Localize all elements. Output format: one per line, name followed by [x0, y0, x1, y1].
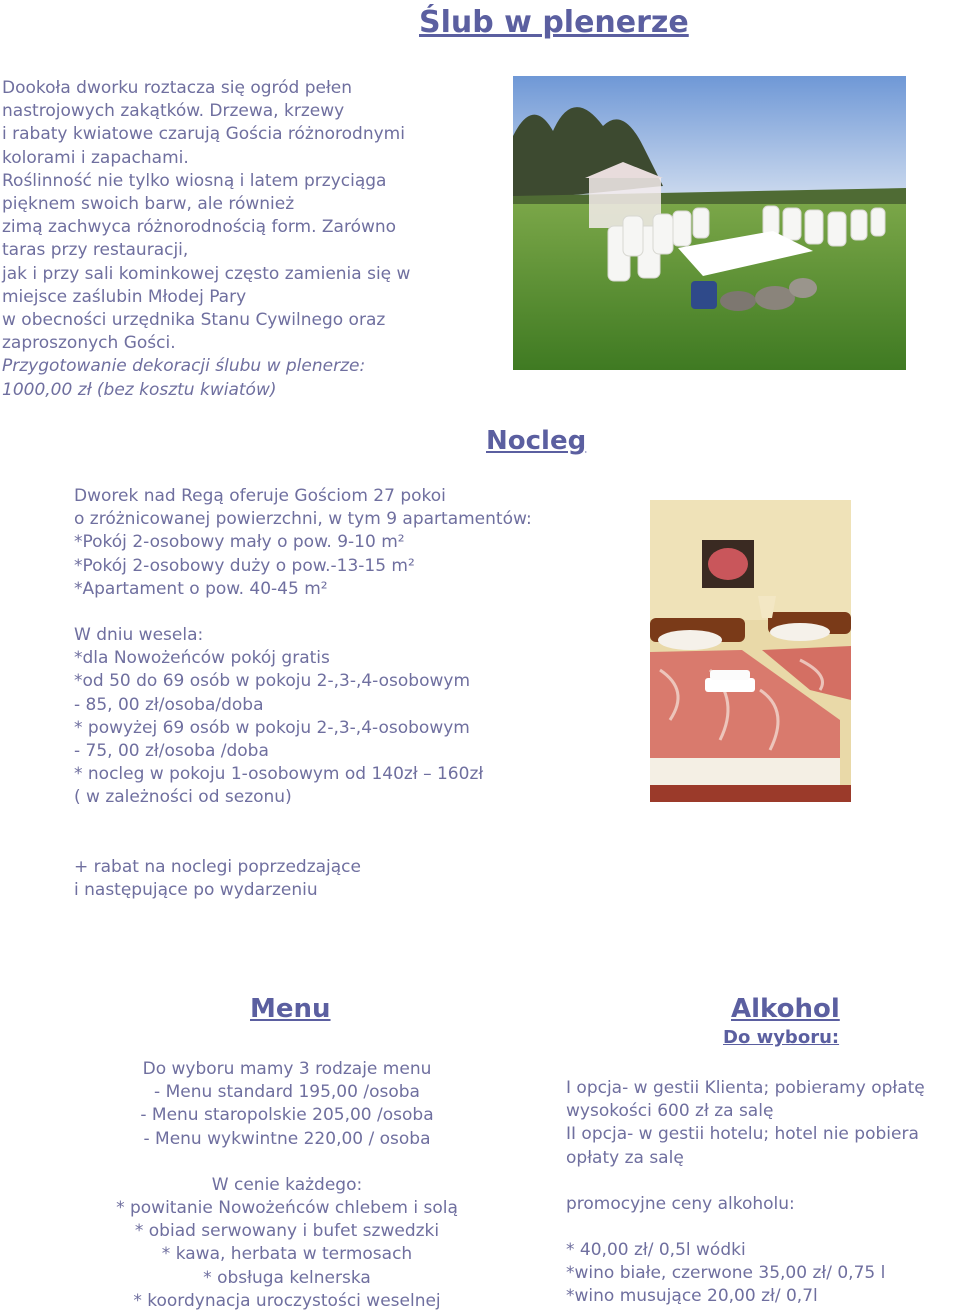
menu-details — [86, 1058, 488, 1313]
text-line: Dookoła dworku roztacza się ogród pełen — [2, 78, 353, 98]
text-line: pięknem swoich barw, ale również — [2, 194, 295, 215]
text-line: - Menu standard 195,00 /osoba — [154, 1082, 420, 1103]
text-line: * nocleg w pokoju 1-osobowym od 140zł – 160zł — [74, 764, 484, 785]
text-line: Do wyboru mamy 3 rodzaje menu — [142, 1059, 432, 1079]
text-line: W cenie każdego: — [211, 1174, 363, 1195]
text-line: * 40,00 zł/ 0,5l wódki — [566, 1240, 746, 1261]
text-line: opłaty za salę — [566, 1147, 684, 1168]
hotel-room-photo — [650, 500, 851, 802]
text-line: *Apartament o pow. 40-45 m² — [74, 578, 328, 599]
text-line: - 85, 00 zł/osoba/doba — [74, 694, 264, 715]
text-line: zimą zachwyca różnorodnością form. Zarówno — [2, 217, 397, 238]
text-line: Dworek nad Regą oferuje Gościom 27 pokoi — [74, 486, 446, 506]
text-line: * obiad serwowany i bufet szwedzki — [134, 1221, 440, 1242]
text-line: o zróżnicowanej powierzchni, w tym 9 apartamentów: — [74, 509, 532, 530]
text-line: kolorami i zapachami. — [2, 147, 189, 168]
nocleg-discount — [74, 856, 361, 902]
nocleg-rooms — [74, 485, 532, 810]
text-line: * powyżej 69 osób w pokoju 2-,3-,4-osobowym — [74, 717, 470, 738]
text-line: jak i przy sali kominkowej często zamienia się w — [2, 263, 411, 284]
garden-ceremony-photo — [513, 76, 906, 370]
text-line: *wino musujące 20,00 zł/ 0,7l — [566, 1286, 818, 1307]
text-line: nastrojowych zakątków. Drzewa, krzewy — [2, 101, 345, 122]
text-line: promocyjne ceny alkoholu: — [566, 1193, 795, 1214]
text-line: zaproszonych Gości. — [2, 333, 176, 354]
menu-title: Menu — [250, 994, 331, 1024]
text-line: W dniu wesela: — [74, 625, 204, 646]
text-line: II opcja- w gestii hotelu; hotel nie pobiera — [566, 1124, 919, 1145]
decoration-price-line: Przygotowanie dekoracji ślubu w plenerze: — [2, 356, 366, 377]
slub-title: Ślub w plenerze — [419, 5, 689, 40]
text-line: wysokości 600 zł za salę — [566, 1101, 774, 1122]
text-line: - Menu wykwintne 220,00 / osoba — [143, 1128, 431, 1149]
text-line: - Menu staropolskie 205,00 /osoba — [140, 1105, 434, 1126]
text-line: i rabaty kwiatowe czarują Gościa różnorodnymi — [2, 124, 405, 145]
text-line: * kawa, herbata w termosach — [161, 1244, 413, 1265]
text-line: - 75, 00 zł/osoba /doba — [74, 741, 269, 762]
alkohol-title: Alkohol — [731, 994, 840, 1024]
text-line: + rabat na noclegi poprzedzające — [74, 857, 361, 877]
text-line: *od 50 do 69 osób w pokoju 2-,3-,4-osobowym — [74, 671, 471, 692]
text-line: I opcja- w gestii Klienta; pobieramy opłatę — [566, 1078, 925, 1098]
text-line: miejsce zaślubin Młodej Pary — [2, 286, 247, 307]
text-line: *wino białe, czerwone 35,00 zł/ 0,75 l — [566, 1263, 886, 1284]
text-line: *Pokój 2-osobowy duży o pow.-13-15 m² — [74, 555, 415, 576]
text-line: *Pokój 2-osobowy mały o pow. 9-10 m² — [74, 532, 405, 553]
alkohol-subtitle: Do wyboru: — [723, 1027, 840, 1048]
slub-description — [2, 77, 410, 402]
text-line: taras przy restauracji, — [2, 240, 189, 261]
text-line: * koordynacja uroczystości weselnej — [133, 1290, 441, 1311]
text-line: ( w zależności od sezonu) — [74, 787, 292, 808]
text-line: i następujące po wydarzeniu — [74, 880, 318, 901]
nocleg-title: Nocleg — [486, 426, 587, 456]
text-line: * obsługa kelnerska — [203, 1267, 371, 1288]
text-line: w obecności urzędnika Stanu Cywilnego oraz — [2, 310, 386, 331]
text-line: *dla Nowożeńców pokój gratis — [74, 648, 330, 669]
text-line: * powitanie Nowożeńców chlebem i solą — [116, 1198, 458, 1219]
text-line: Roślinność nie tylko wiosną i latem przyciąga — [2, 170, 387, 191]
alkohol-details — [566, 1077, 925, 1309]
decoration-price-line: 1000,00 zł (bez kosztu kwiatów) — [2, 379, 277, 400]
